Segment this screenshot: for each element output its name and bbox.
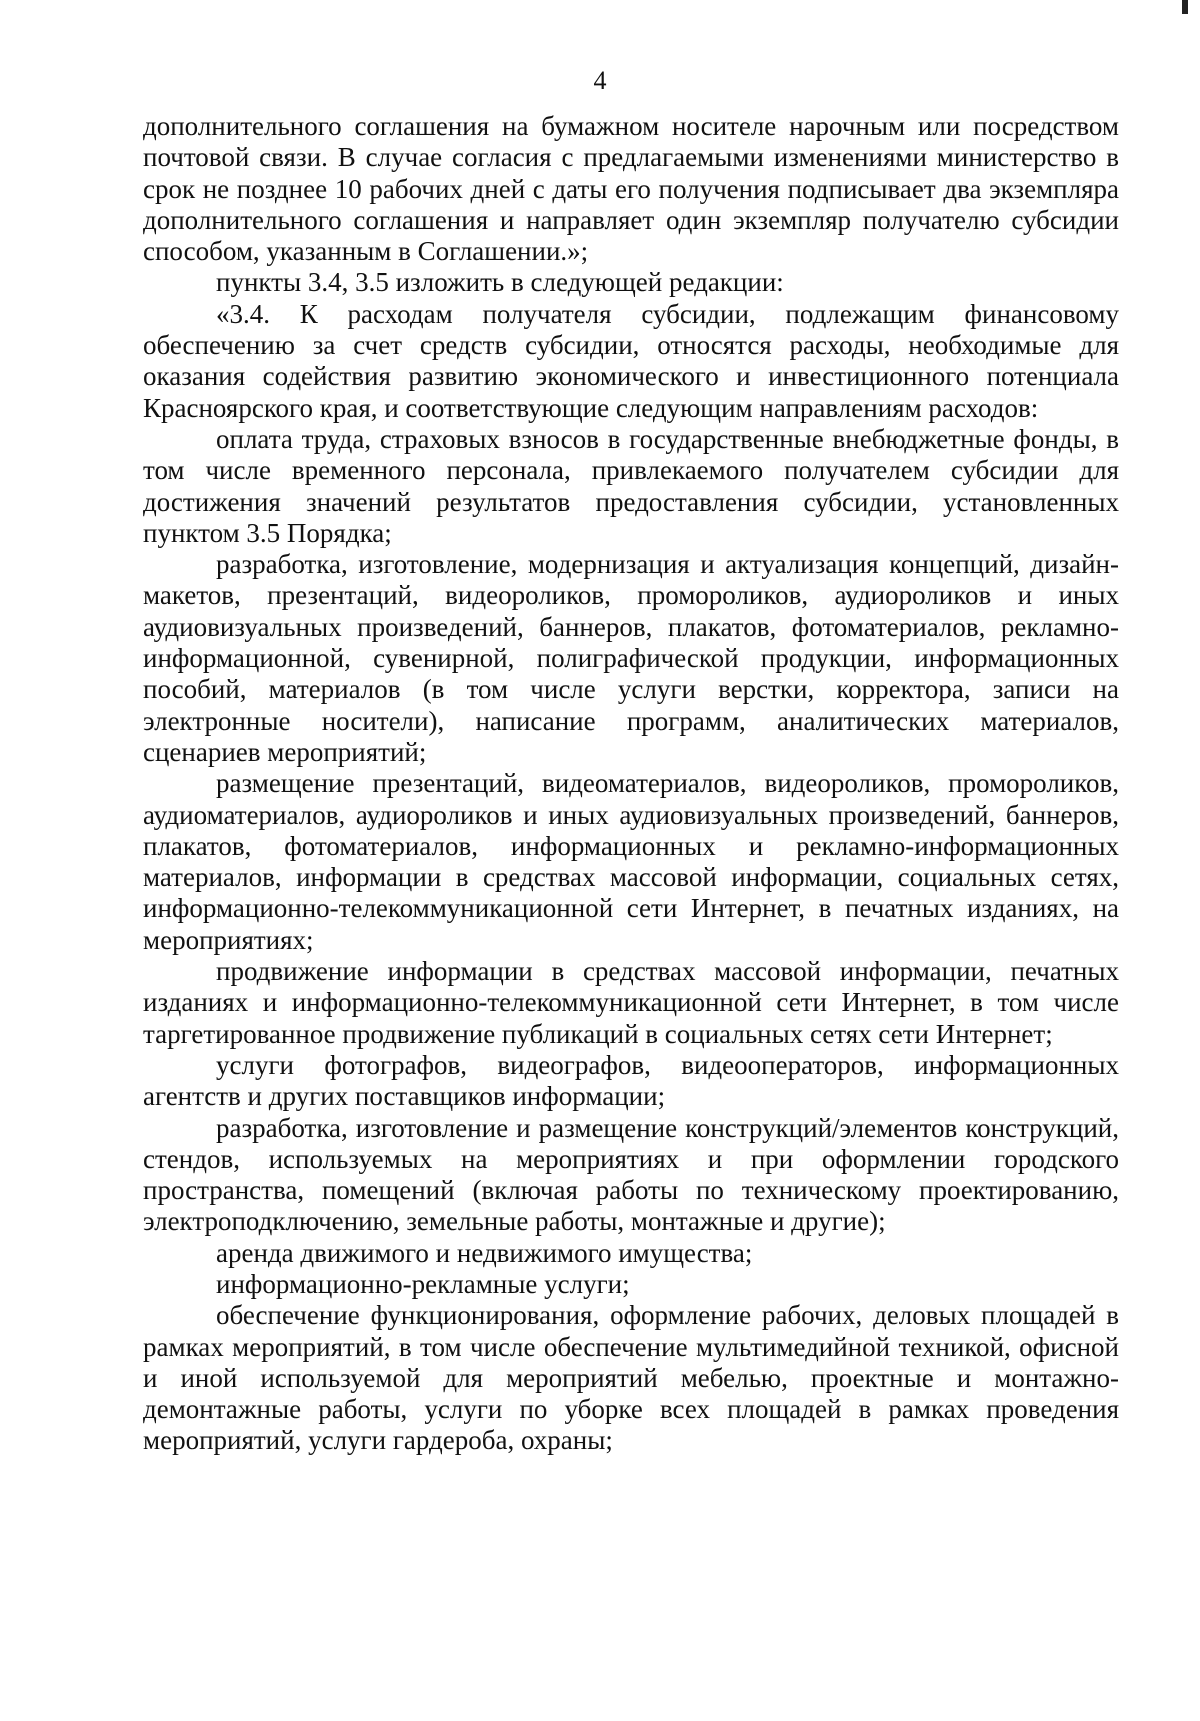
paragraph: пункты 3.4, 3.5 изложить в следующей редакции: [216, 267, 784, 298]
paragraph: услуги фотографов, видеографов, видеооператоров, информационных агентств и других поставщиков информации; [143, 1049, 1119, 1112]
paragraph: разработка, изготовление и размещение конструкций/элементов конструкций, стендов, используемых на мероприятиях и при оформлении городского пространства, помещений (включая работы по техническому проектированию, электроподключению, земельные работы, монтажные и другие); [143, 1112, 1119, 1237]
scan-edge-mark [1182, 0, 1188, 14]
paragraph: размещение презентаций, видеоматериалов, видеороликов, промороликов, аудиоматериалов, аудиороликов и иных аудиовизуальных произведений, баннеров, плакатов, фотоматериалов, информационных и рекламно-информационных материалов, информации в средствах массовой информации, социальных сетях, информационно-телекоммуникационной сети Интернет, в печатных изданиях, на мероприятиях; [143, 768, 1119, 955]
paragraph: дополнительного соглашения на бумажном носителе нарочным или посредством почтовой связи. В случае согласия с предлагаемыми изменениями министерство в срок не позднее 10 рабочих дней с даты его получения подписывает два экземпляра дополнительного соглашения и направляет один экземпляр получателю субсидии способом, указанным в Соглашении.»; [143, 111, 1119, 267]
page-number: 4 [593, 66, 607, 95]
paragraph: аренда движимого и недвижимого имущества; [216, 1237, 753, 1268]
paragraph: обеспечение функционирования, оформление рабочих, деловых площадей в рамках мероприятий, в том числе обеспечение мультимедийной техникой, офисной и иной используемой для мероприятий мебелью, проектные и монтажно-демонтажные работы, услуги по уборке всех площадей в рамках проведения мероприятий, услуги гардероба, охраны; [143, 1300, 1119, 1456]
document-body [143, 111, 1119, 1457]
paragraph: разработка, изготовление, модернизация и актуализация концепций, дизайн-макетов, презентаций, видеороликов, промороликов, аудиороликов и иных аудиовизуальных произведений, баннеров, плакатов, фотоматериалов, рекламно-информационной, сувенирной, полиграфической продукции, информационных пособий, материалов (в том числе услуги верстки, корректора, записи на электронные носители), написание программ, аналитических материалов, сценариев мероприятий; [143, 549, 1119, 767]
paragraph: оплата труда, страховых взносов в государственные внебюджетные фонды, в том числе временного персонала, привлекаемого получателем субсидии для достижения значений результатов предоставления субсидии, установленных пунктом 3.5 Порядка; [143, 423, 1119, 548]
paragraph: «3.4. К расходам получателя субсидии, подлежащим финансовому обеспечению за счет средств субсидии, относятся расходы, необходимые для оказания содействия развитию экономического и инвестиционного потенциала Красноярского края, и соответствующие следующим направлениям расходов: [143, 298, 1119, 423]
paragraph: продвижение информации в средствах массовой информации, печатных изданиях и информационно-телекоммуникационной сети Интернет, в том числе таргетированное продвижение публикаций в социальных сетях сети Интернет; [143, 956, 1119, 1049]
paragraph: информационно-рекламные услуги; [216, 1268, 630, 1299]
